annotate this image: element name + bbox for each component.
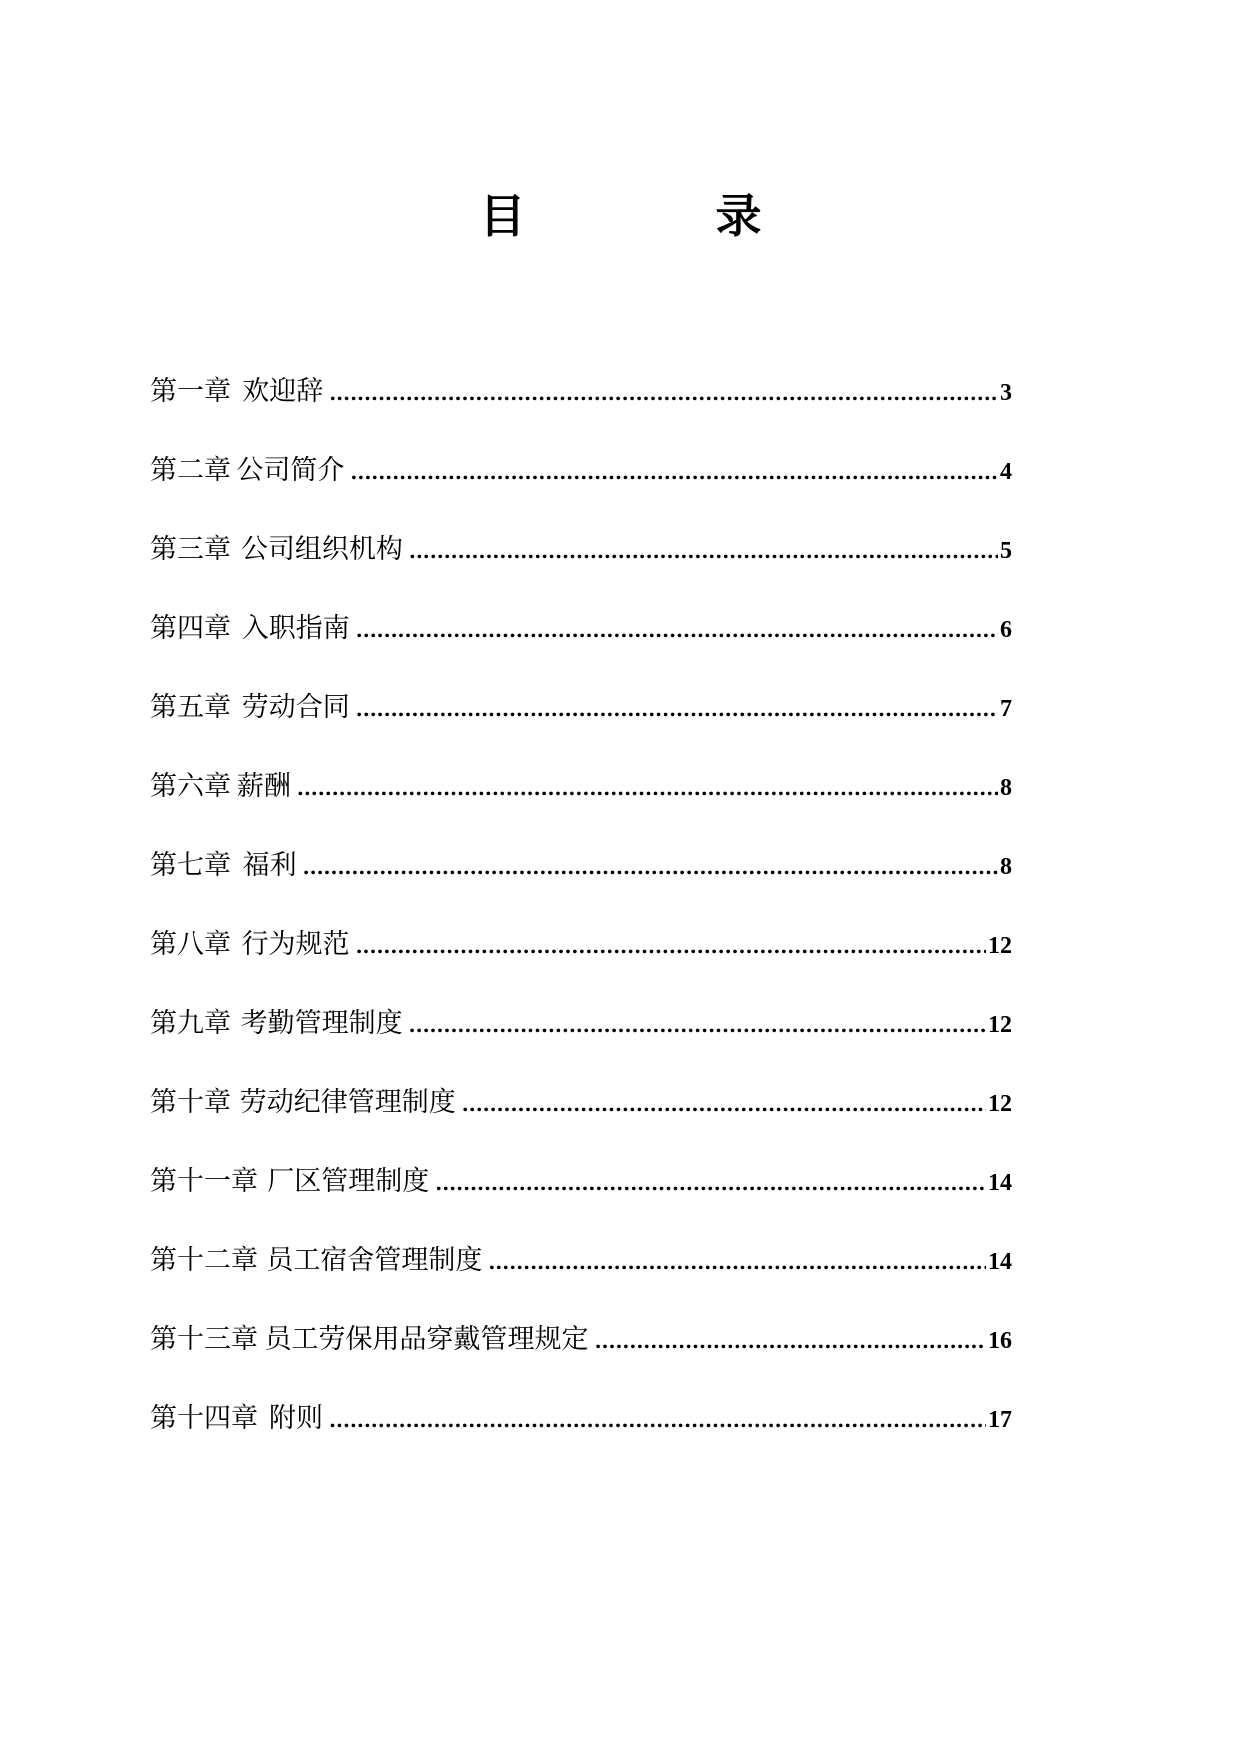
- chapter-number: 第七章: [150, 850, 231, 881]
- chapter-title: 福利: [242, 850, 297, 881]
- toc-entry[interactable]: [150, 846, 1012, 925]
- dot-leader: [356, 610, 998, 650]
- page-number: 12: [988, 1091, 1012, 1117]
- dot-leader: [435, 1163, 986, 1203]
- toc-entry[interactable]: [150, 1004, 1012, 1083]
- page-number: 12: [988, 1012, 1012, 1038]
- chapter-number: 第二章: [150, 455, 231, 486]
- dot-leader: [409, 531, 998, 571]
- chapter-number: 第十一章: [150, 1166, 258, 1197]
- toc-entry[interactable]: [150, 1399, 1012, 1478]
- dot-leader: [297, 768, 998, 808]
- chapter-title: 劳动纪律管理制度: [239, 1087, 456, 1118]
- dot-leader: [409, 1005, 986, 1045]
- chapter-number: 第十三章: [150, 1324, 258, 1355]
- toc-entry[interactable]: [150, 688, 1012, 767]
- page-number: 8: [1000, 854, 1012, 880]
- chapter-number: 第九章: [150, 1008, 231, 1039]
- page-number: 14: [988, 1170, 1012, 1196]
- dot-leader: [356, 926, 986, 966]
- chapter-title: 附则: [269, 1403, 324, 1434]
- toc-entry[interactable]: [150, 530, 1012, 609]
- dot-leader: [329, 373, 998, 413]
- chapter-title: 员工宿舍管理制度: [266, 1245, 483, 1276]
- chapter-title: 薪酬: [236, 771, 291, 802]
- page-number: 7: [1000, 696, 1012, 722]
- page-number: 5: [1000, 538, 1012, 564]
- dot-leader: [356, 689, 998, 729]
- chapter-title: 考勤管理制度: [240, 1008, 403, 1039]
- page-number: 14: [988, 1249, 1012, 1275]
- toc-entry[interactable]: [150, 925, 1012, 1004]
- chapter-title: 行为规范: [241, 929, 350, 960]
- chapter-number: 第八章: [150, 929, 231, 960]
- toc-entry[interactable]: [150, 1162, 1012, 1241]
- dot-leader: [595, 1321, 986, 1361]
- toc-entry[interactable]: [150, 1320, 1012, 1399]
- toc-entry[interactable]: [150, 451, 1012, 530]
- page-number: 8: [1000, 775, 1012, 801]
- toc-entry[interactable]: [150, 609, 1012, 688]
- toc-entry[interactable]: [150, 767, 1012, 846]
- page-number: 17: [988, 1407, 1012, 1433]
- toc-entry[interactable]: [150, 1241, 1012, 1320]
- page-number: 12: [988, 933, 1012, 959]
- dot-leader: [488, 1242, 986, 1282]
- chapter-number: 第三章: [150, 534, 231, 565]
- chapter-number: 第十四章: [150, 1403, 258, 1434]
- chapter-title: 劳动合同: [241, 692, 350, 723]
- toc-title: 目 录: [479, 189, 834, 243]
- chapter-number: 第十章: [150, 1087, 231, 1118]
- page-number: 3: [1000, 380, 1012, 406]
- dot-leader: [350, 452, 998, 492]
- chapter-number: 第六章: [150, 771, 231, 802]
- page-number: 16: [988, 1328, 1012, 1354]
- chapter-number: 第四章: [150, 613, 231, 644]
- page-number: 4: [1000, 459, 1012, 485]
- toc-list: [150, 372, 1012, 1478]
- toc-entry[interactable]: [150, 1083, 1012, 1162]
- dot-leader: [303, 847, 998, 887]
- toc-entry[interactable]: [150, 372, 1012, 451]
- chapter-title: 公司简介: [236, 455, 345, 486]
- dot-leader: [329, 1400, 986, 1440]
- chapter-title: 公司组织机构: [240, 534, 403, 565]
- chapter-title: 入职指南: [241, 613, 350, 644]
- dot-leader: [462, 1084, 986, 1124]
- chapter-title: 员工劳保用品穿戴管理规定: [264, 1324, 589, 1355]
- chapter-number: 第五章: [150, 692, 231, 723]
- chapter-number: 第十二章: [150, 1245, 258, 1276]
- page-number: 6: [1000, 617, 1012, 643]
- chapter-title: 欢迎辞: [242, 376, 324, 407]
- chapter-title: 厂区管理制度: [267, 1166, 430, 1197]
- chapter-number: 第一章: [150, 376, 231, 407]
